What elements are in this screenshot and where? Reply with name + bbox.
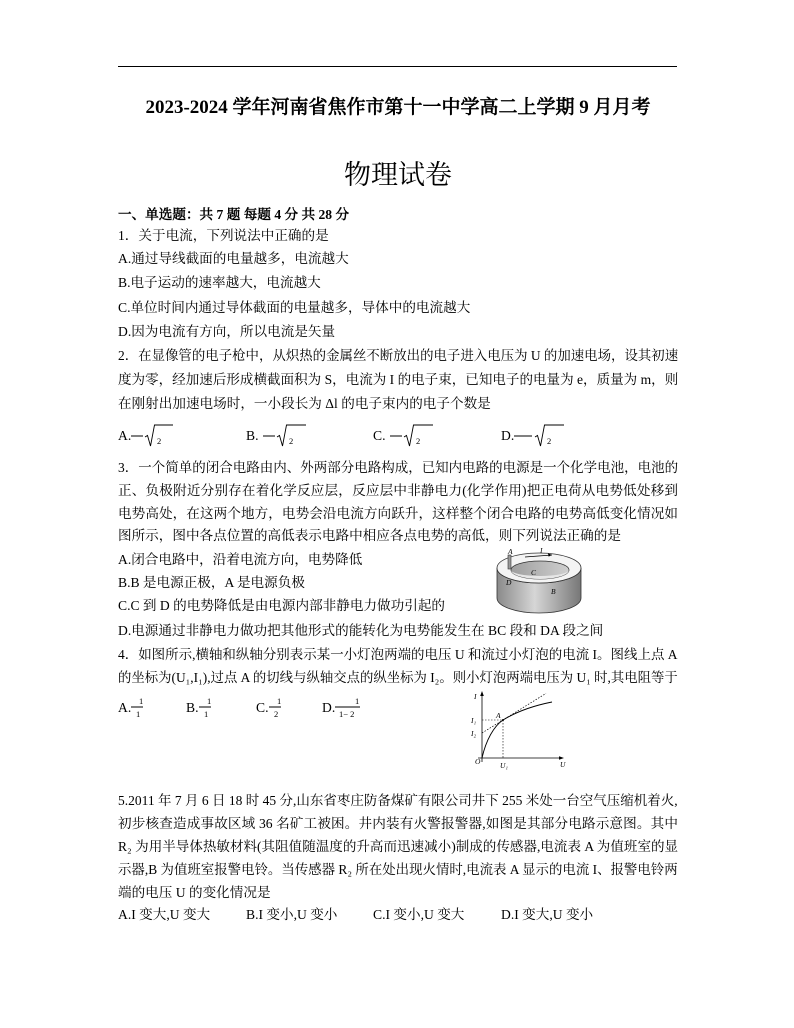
radicand: 2: [289, 436, 294, 446]
label-voltage-axis: U: [560, 760, 566, 769]
label-origin: O: [475, 757, 481, 766]
option-label: A.: [118, 428, 132, 443]
denominator: 2: [274, 709, 279, 719]
label-i2: I₂: [471, 729, 477, 738]
potential-step: [508, 555, 511, 569]
option-label: C.: [373, 428, 386, 443]
q5-option-d: D.I 变大,U 变小: [501, 907, 594, 922]
q5-stem-line-1: 5.2011 年 7 月 6 日 18 时 45 分,山东省枣庄防备煤矿有限公司井下 255 米处一台空气压缩机着火,: [118, 793, 678, 808]
q5-stem-line-5: 端的电压 U 的变化情况是: [118, 885, 271, 900]
option-label: D.: [501, 428, 515, 443]
label-current-axis: I: [474, 692, 477, 701]
q1-option-b: B.电子运动的速率越大，电流越大: [118, 275, 321, 290]
fraction-radical-graphic: [373, 422, 437, 452]
circuit-potential-figure: [494, 546, 584, 616]
q2-stem-line-3: 在刚射出加速电场时，一小段长为 Δl 的电子束内的电子个数是: [118, 396, 491, 411]
label-a: A: [508, 547, 513, 556]
option-label: B.: [186, 700, 199, 715]
iv-curve: [482, 702, 552, 758]
radicand: 2: [157, 436, 162, 446]
q5-stem-line-3: R₂ 为用半导体热敏材料(其阻值随温度的升高而迅速减小)制成的传感器,电流表 A 为值班室的显: [118, 839, 679, 854]
exam-subtitle: 物理试卷: [344, 160, 452, 190]
q3-option-a: A.闭合电路中，沿着电流方向，电势降低: [118, 552, 363, 567]
q5-stem-line-2: 初步核查造成事故区域 36 名矿工被困。井内装有火警报警器,如图是其部分电路示意图。其中: [118, 816, 678, 831]
q2-stem-line-1: 2．在显像管的电子枪中，从炽热的金属丝不断放出的电子进入电压为 U 的加速电场，设其初速: [118, 348, 679, 363]
label-c: C: [531, 568, 537, 577]
denominator: 1− 2: [339, 709, 355, 719]
q1-option-d: D.因为电流有方向，所以电流是矢量: [118, 324, 336, 339]
label-current: I: [540, 546, 543, 555]
section-heading: 一、单选题：共 7 题 每题 4 分 共 28 分: [118, 207, 350, 222]
q3-stem-line-1: 3．一个简单的闭合电路由内、外两部分电路构成，已知内电路的电源是一个化学电池，电池的: [118, 460, 679, 475]
q4-option-a: [118, 694, 148, 724]
current-axis-arrow: [480, 691, 484, 696]
point-a-marker: [502, 719, 504, 721]
tangent-line: [482, 693, 546, 733]
denominator: 1: [136, 709, 141, 719]
q3-stem-line-2: 正、负极附近分别存在着化学反应层，反应层中非静电力(化学作用)把正电荷从电势低处移到: [118, 483, 678, 498]
q5-option-a: A.I 变大,U 变大: [118, 907, 211, 922]
fraction-radical-graphic: [246, 422, 310, 452]
radicand: 2: [547, 436, 552, 446]
q2-option-b: [246, 422, 310, 452]
label-point-a: A: [496, 711, 501, 720]
exam-title: 2023-2024 学年河南省焦作市第十一中学高二上学期 9 月月考: [145, 97, 651, 118]
q1-stem: 1．关于电流，下列说法中正确的是: [118, 228, 329, 243]
q2-option-d: [501, 422, 567, 452]
option-label: D.: [322, 700, 336, 715]
q3-option-c: C.C 到 D 的电势降低是由电源内部非静电力做功引起的: [118, 598, 446, 613]
q4-stem-line-2: 的坐标为(U₁,I₁),过点 A 的切线与纵轴交点的纵坐标为 I₂。则小灯泡两端电压为 U₁ 时,其电阻等于: [118, 670, 678, 685]
denominator: 1: [204, 709, 209, 719]
q2-stem-line-2: 度为零，经加速后形成横截面积为 S，电流为 I 的电子束，已知电子的电量为 e，质量为 m，则: [118, 372, 679, 387]
numerator: 1: [277, 696, 282, 706]
numerator: 1: [139, 696, 144, 706]
q3-option-b: B.B 是电源正极，A 是电源负极: [118, 575, 305, 590]
fraction-graphic: [256, 694, 286, 724]
q3-stem-line-3: 电势高处，在这两个地方，电势会沿电流方向跃升，这样整个闭合电路的电势高低变化情况如: [118, 506, 678, 521]
q5-option-c: C.I 变小,U 变大: [373, 907, 465, 922]
q1-option-a: A.通过导线截面的电量越多，电流越大: [118, 251, 349, 266]
q4-stem-line-1: 4．如图所示,横轴和纵轴分别表示某一小灯泡两端的电压 U 和流过小灯泡的电流 I。图线上点 A: [118, 647, 678, 662]
label-i1: I₁: [471, 716, 477, 725]
q1-option-c: C.单位时间内通过导体截面的电量越多，导体中的电流越大: [118, 300, 471, 315]
q5-stem-line-4: 示器,B 为值班室报警电铃。当传感器 R₂ 所在处出现火情时,电流表 A 显示的电流 I、报警电铃两: [118, 862, 678, 877]
top-rule: [118, 66, 677, 67]
q3-option-d: D.电源通过非静电力做功把其他形式的能转化为电势能发生在 BC 段和 DA 段之间: [118, 623, 604, 638]
option-label: A.: [118, 700, 132, 715]
q4-option-c: [256, 694, 286, 724]
q5-option-b: B.I 变小,U 变小: [246, 907, 338, 922]
q4-option-d: [322, 694, 364, 724]
iv-curve-graph: [466, 688, 570, 774]
option-label: C.: [256, 700, 269, 715]
fraction-radical-graphic: [118, 422, 178, 452]
fraction-graphic: [118, 694, 148, 724]
q2-option-c: [373, 422, 437, 452]
fraction-radical-graphic: [501, 422, 567, 452]
q2-option-a: [118, 422, 178, 452]
label-d: D: [506, 578, 512, 587]
q4-option-b: [186, 694, 216, 724]
numerator: 1: [207, 696, 212, 706]
label-u1: U₁: [500, 761, 509, 770]
label-b: B: [551, 587, 556, 596]
fraction-graphic: [186, 694, 216, 724]
q3-stem-line-4: 图所示，图中各点位置的高低表示电路中相应各点电势的高低，则下列说法正确的是: [118, 528, 621, 543]
option-label: B.: [246, 428, 259, 443]
numerator: 1: [355, 696, 360, 706]
radicand: 2: [416, 436, 421, 446]
